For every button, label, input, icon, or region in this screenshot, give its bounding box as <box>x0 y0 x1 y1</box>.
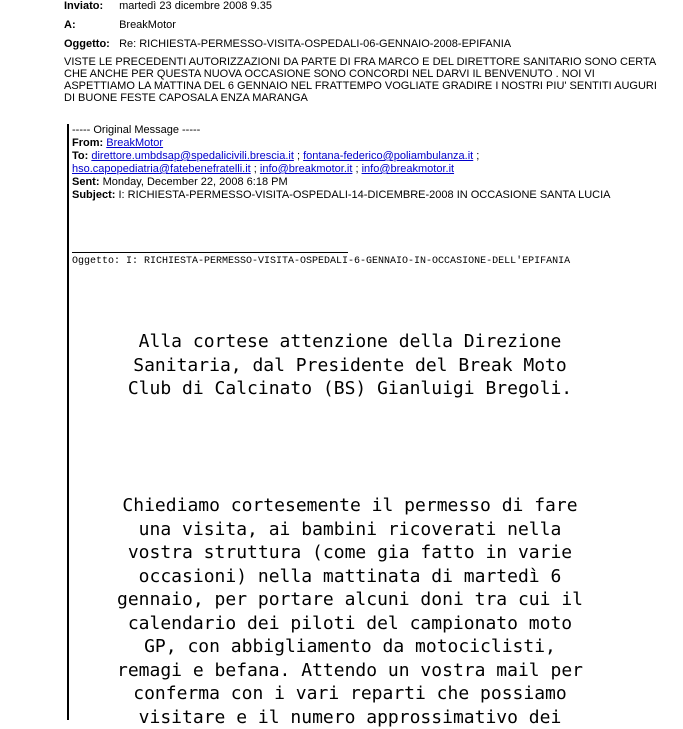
to-link-1[interactable]: direttore.umbdsap@spedalicivili.brescia.it <box>91 150 294 162</box>
divider-line <box>72 252 348 253</box>
original-subject-value: I: RICHIESTA-PERMESSO-VISITA-OSPEDALI-14-DICEMBRE-2008 IN OCCASIONE SANTA LUCIA <box>118 189 611 201</box>
original-from-row <box>72 137 632 150</box>
to-label: A: <box>64 19 76 31</box>
original-sent-value: Monday, December 22, 2008 6:18 PM <box>102 176 288 188</box>
original-from-label: From: <box>72 137 104 149</box>
to-link-4[interactable]: info@breakmotor.it <box>259 163 353 175</box>
original-subject-label: Subject: <box>72 189 116 201</box>
sent-value: martedì 23 dicembre 2008 9.35 <box>119 0 272 12</box>
subject-row <box>64 38 511 51</box>
subject-label: Oggetto: <box>64 38 110 50</box>
original-sent-row <box>72 176 632 189</box>
request-paragraph: Chiediamo cortesemente il permesso di fare una visita, ai bambini ricoverati nella vostra struttura (come gia fatto in varie occasioni) nella mattinata di martedì 6 gennaio, per portare alcuni doni tra cui il calendario dei piloti del campionato moto GP, con abbigliamento da motociclisti, remagi e befana. Attendo un vostra mail per conferma con i vari reparti che possiamo visitare e il numero approssimativo dei <box>117 495 583 728</box>
to-value: BreakMotor <box>119 19 176 31</box>
original-subject-row <box>72 189 632 202</box>
inner-subject: Oggetto: I: RICHIESTA-PERMESSO-VISITA-OSPEDALI-6-GENNAIO-IN-OCCASIONE-DELL'EPIFANIA <box>72 256 571 267</box>
sent-label: Inviato: <box>64 0 104 12</box>
original-to-label: To: <box>72 150 89 162</box>
original-from-link[interactable]: BreakMotor <box>106 137 164 149</box>
sent-row <box>64 0 272 13</box>
greeting-paragraph: Alla cortese attenzione della Direzione Sanitaria, dal Presidente del Break Moto Club di Calcinato (BS) Gianluigi Bregoli. <box>127 331 573 399</box>
subject-value: Re: RICHIESTA-PERMESSO-VISITA-OSPEDALI-06-GENNAIO-2008-EPIFANIA <box>119 38 512 50</box>
to-link-2[interactable]: fontana-federico@poliambulanza.it <box>303 150 474 162</box>
to-row <box>64 19 176 32</box>
reply-body: VISTE LE PRECEDENTI AUTORIZZAZIONI DA PARTE DI FRA MARCO E DEL DIRETTORE SANITARIO SONO CERTA CHE ANCHE PER QUESTA NUOVA OCCASIONE SONO CONCORDI NEL DARVI IL BENVENUTO . NOI VI ASPETTIAMO LA MATTINA DEL 6 GENNAIO NEL FRATTEMPO VOGLIATE GRADIRE I NOSTRI PIU' SENTITI AUGURI DI BUONE FESTE CAPOSALA ENZA MARANGA <box>64 56 657 104</box>
to-link-5[interactable]: info@breakmotor.it <box>361 163 455 175</box>
original-sent-label: Sent: <box>72 176 100 188</box>
original-message-header <box>72 124 632 202</box>
original-separator: ----- Original Message ----- <box>72 124 201 136</box>
to-link-3[interactable]: hso.capopediatria@fatebenefratelli.it <box>72 163 251 175</box>
original-to-row: To: direttore.umbdsap@spedalicivili.brescia.it ; fontana-federico@poliambulanza.it ; hso.capopediatria@fatebenefratelli.it ; info@breakmotor.it ; info@breakmotor.it <box>72 150 480 175</box>
